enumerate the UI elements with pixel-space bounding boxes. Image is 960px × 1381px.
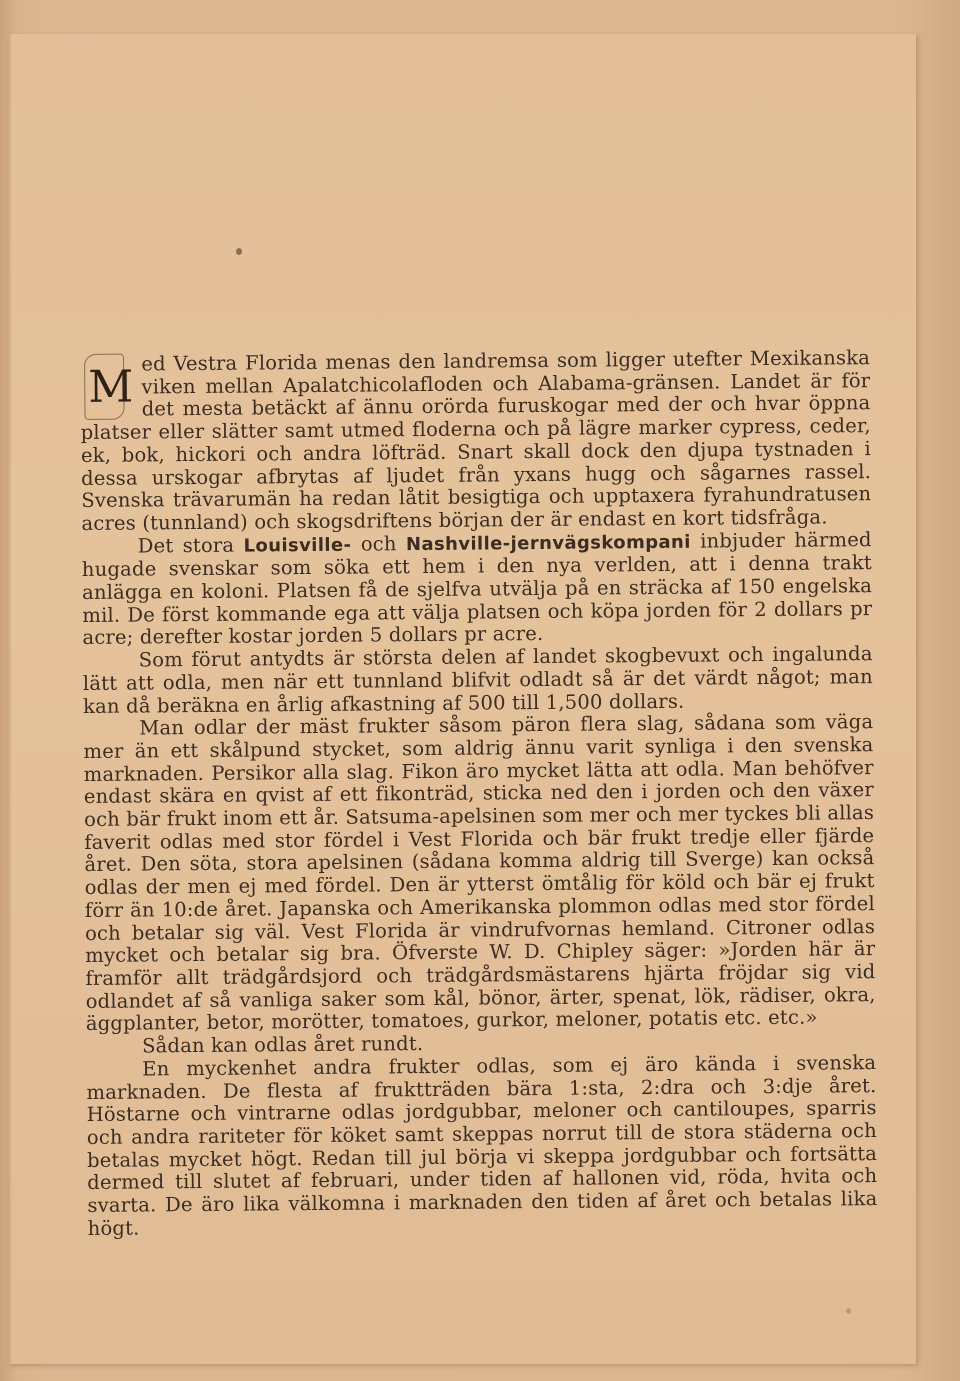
paragraph-2-post: inbjuder härmed hugade svenskar som söka ett hem i den nya verlden, att i denna trakt anlägga en koloni. Platsen få de sjelfva utvälja på en sträcka af 150 engelska mil. De först kommande ega att välja platsen och köpa jorden för 2 dollars pr acre; derefter kostar jorden 5 dollars pr acre. [81, 527, 873, 650]
ink-spot [236, 248, 242, 255]
article-body [80, 347, 878, 1240]
company-name-nashville: Nashville-jernvägskompani [405, 531, 691, 555]
printed-page [8, 34, 916, 1364]
paragraph-2 [82, 529, 873, 650]
drop-cap-letter [88, 361, 134, 413]
drop-cap-glyph: M [88, 361, 134, 413]
paragraph-1-text: ed Vestra Florida menas den landremsa som ligger utefter Mexikanska viken mellan Apalatchicolafloden och Alabama-gränsen. Landet är för det mesta betäckt af ännu orörda furuskogar med der och hvar öppna platser eller slätter samt utmed floderna och på lägre marker cypress, ceder, ek, bok, hickori och andra löfträd. Snart skall dock den djupa tystnaden i dessa urskogar afbrytas af ljudet från yxans hugg och sågarnes rassel. Svenska trävarumän ha redan låtit besigtiga och upptaxera fyrahundratusen acres (tunnland) och skogsdriftens början der är endast en kort tidsfråga. [80, 346, 872, 535]
paragraph-6: En myckenhet andra frukter odlas, som ej äro kända i svenska marknaden. De flesta af fruktträden bära 1:sta, 2:dra och 3:dje året. Höstarne och vintrarne odlas jordgubbar, meloner och cantiloupes, sparris och andra rariteter för köket samt skeppas norrut till de stora städerna och betalas mycket högt. Redan till jul börja vi skeppa jordgubbar och fortsätta dermed till slutet af februari, under tiden af hallonen vid, röda, hvita och svarta. De äro lika välkomna i marknaden den tiden af året och betalas lika högt. [86, 1050, 878, 1240]
paragraph-5: Sådan kan odlas året rundt. [141, 1032, 424, 1058]
paragraph-1 [80, 347, 872, 536]
company-name-louisville: Louisville- [243, 534, 352, 557]
drop-cap-ornament [84, 354, 125, 420]
page-edge-shadow [8, 34, 12, 1364]
paper-stain [846, 1308, 851, 1314]
paragraph-3: Som förut antydts är största delen af landet skogbevuxt och ingalunda lätt att odla, men när ett tunnland blifvit odladt så är det värdt något; man kan då beräkna en årlig afkastning af 500 till 1,500 dollars. [82, 642, 873, 718]
paragraph-4: Man odlar der mäst frukter såsom päron flera slag, sådana som väga mer än ett skålpund stycket, som aldrig ännu varit synliga i den svenska marknaden. Persikor alla slag. Fikon äro mycket lätta att odla. Man behöfver endast skära en qvist af ett fikonträd, sticka ned den i jorden och den växer och bär frukt inom ett år. Satsuma-apelsinen som mer och mer tyckes bli allas faverit odlas med stor fördel i Vest Florida och bär frukt tredje eller fjärde året. Den söta, stora apelsinen (sådana komma aldrig till Sverge) kan också odlas der men ej med fördel. Den är ytterst ömtålig för köld och bär ej frukt förr än 10:de året. Japanska och Amerikanska plommon odlas med stor fördel och betalar sig väl. Vest Florida är vindrufvornas hemland. Citroner odlas mycket och betalar sig bra. Öfverste W. D. Chipley säger: »Jorden här är framför allt trädgårdsjord och trädgårdsmästarens hjärta fröjdar sig vid odlandet af så vanliga saker som kål, bönor, ärter, spenat, lök, rädiser, okra, äggplanter, betor, morötter, tomatoes, gurkor, meloner, potatis etc. etc.» [83, 710, 876, 1036]
paragraph-2-pre: Det stora [137, 533, 244, 558]
paragraph-2-mid: och [351, 531, 407, 556]
